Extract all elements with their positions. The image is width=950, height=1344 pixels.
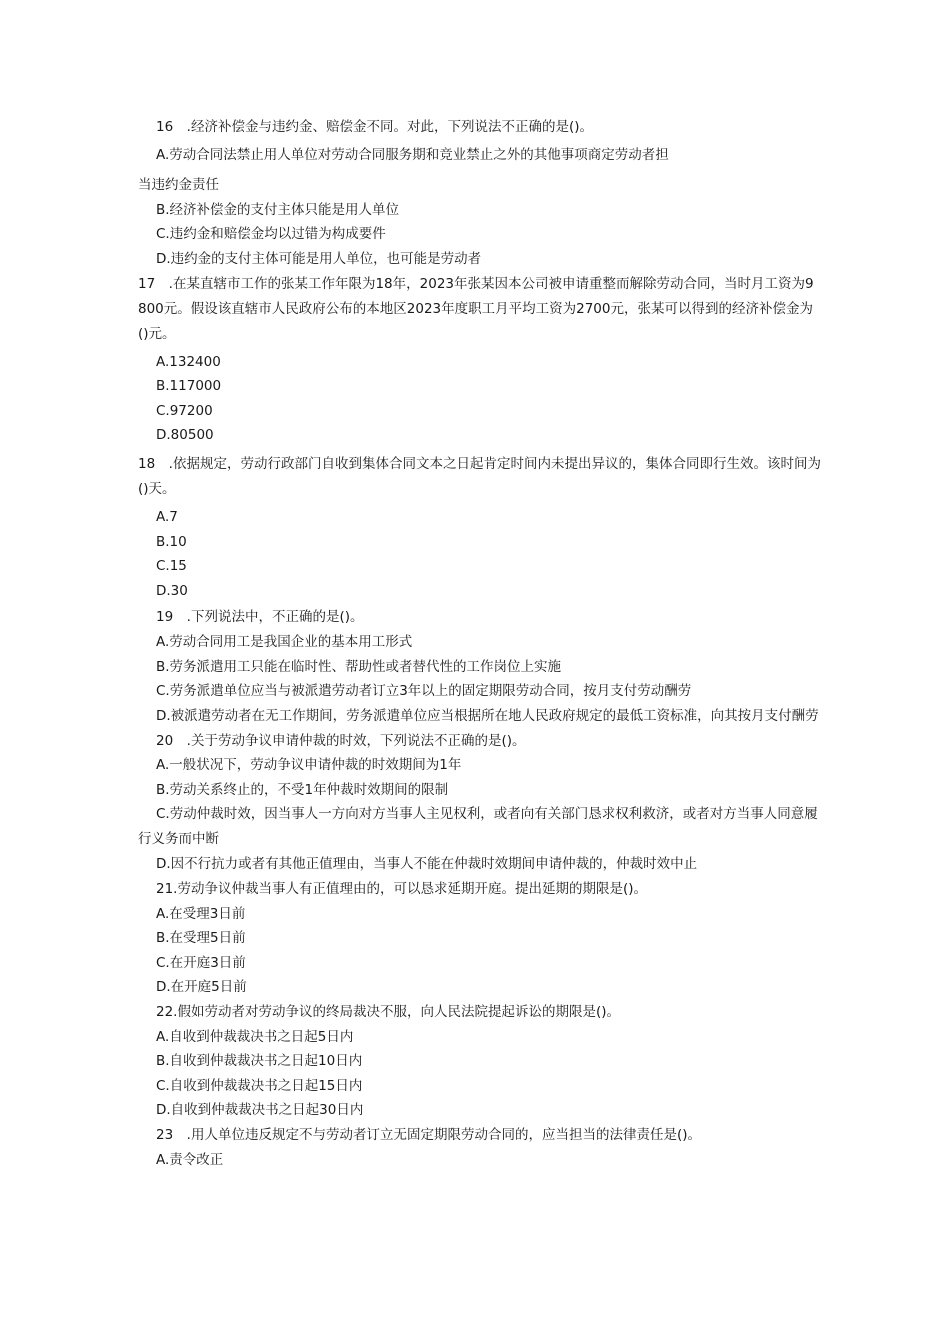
option-b: B.经济补偿金的支付主体只能是用人单位 bbox=[156, 201, 400, 218]
option-c: C.在开庭3日前 bbox=[156, 954, 246, 971]
option-b: B.117000 bbox=[156, 378, 222, 395]
question-stem: 23 .用人单位违反规定不与劳动者订立无固定期限劳动合同的，应当担当的法律责任是()。 bbox=[156, 1127, 702, 1143]
option-a: A.劳动合同用工是我国企业的基本用工形式 bbox=[156, 633, 413, 650]
option-b: B.在受理5日前 bbox=[156, 930, 246, 947]
option-c: C.劳务派遣单位应当与被派遣劳动者订立3年以上的固定期限劳动合同，按月支付劳动酬劳 bbox=[156, 683, 692, 700]
option-c: C.自收到仲裁裁决书之日起15日内 bbox=[156, 1077, 363, 1094]
question-17 bbox=[138, 272, 822, 448]
option-c: C.97200 bbox=[156, 402, 213, 419]
option-d: D.违约金的支付主体可能是用人单位，也可能是劳动者 bbox=[156, 250, 482, 267]
option-d: D.被派遣劳动者在无工作期间，劳务派遣单位应当根据所在地人民政府规定的最低工资标准，向其按月支付酬劳 bbox=[156, 707, 819, 724]
option-a: A.自收到仲裁裁决书之日起5日内 bbox=[156, 1028, 354, 1045]
question-stem: 22.假如劳动者对劳动争议的终局裁决不服，向人民法院提起诉讼的期限是()。 bbox=[156, 1004, 621, 1021]
option-c: C.违约金和赔偿金均以过错为构成要件 bbox=[156, 226, 386, 243]
document-page bbox=[138, 115, 822, 1172]
option-a: A.132400 bbox=[156, 353, 221, 370]
option-a: A.一般状况下，劳动争议申请仲裁的时效期间为1年 bbox=[156, 757, 462, 774]
option-d: D.80500 bbox=[156, 427, 214, 444]
option-b: B.劳务派遣用工只能在临时性、帮助性或者替代性的工作岗位上实施 bbox=[156, 658, 562, 675]
option-c: C.15 bbox=[156, 558, 187, 575]
option-a-continued: 当违约金责任 bbox=[138, 177, 219, 194]
question-stem: 18 .依据规定，劳动行政部门自收到集体合同文本之日起肯定时间内未提出异议的，集体合同即行生效。该时间为()天。 bbox=[138, 455, 821, 497]
option-c: C.劳动仲裁时效，因当事人一方向对方当事人主见权利，或者向有关部门恳求权利救济，或者对方当事人同意履行义务而中断 bbox=[138, 806, 818, 848]
option-b: B.劳动关系终止的，不受1年仲裁时效期间的限制 bbox=[156, 781, 449, 798]
option-b: B.自收到仲裁裁决书之日起10日内 bbox=[156, 1053, 363, 1070]
question-stem: 17 .在某直辖市工作的张某工作年限为18年，2023年张某因本公司被申请重整而解除劳动合同，当时月工资为9800元。假设该直辖市人民政府公布的本地区2023年度职工月平均工资为2700元，张某可以得到的经济补偿金为()元。 bbox=[138, 275, 814, 342]
option-d: D.30 bbox=[156, 582, 188, 599]
question-stem: 19 .下列说法中，不正确的是()。 bbox=[156, 609, 364, 626]
question-22 bbox=[138, 1000, 822, 1123]
question-23 bbox=[138, 1123, 822, 1172]
option-d: D.自收到仲裁裁决书之日起30日内 bbox=[156, 1102, 364, 1119]
question-stem: 20 .关于劳动争议申请仲裁的时效，下列说法不正确的是()。 bbox=[156, 732, 526, 749]
question-stem: 16 .经济补偿金与违约金、赔偿金不同。对此，下列说法不正确的是()。 bbox=[156, 119, 594, 135]
question-19 bbox=[138, 605, 822, 728]
option-d: D.在开庭5日前 bbox=[156, 979, 247, 996]
option-a: A.责令改正 bbox=[156, 1151, 224, 1168]
option-b: B.10 bbox=[156, 533, 187, 550]
option-a: A.7 bbox=[156, 508, 178, 525]
question-18 bbox=[138, 452, 822, 603]
option-d: D.因不行抗力或者有其他正值理由，当事人不能在仲裁时效期间申请仲裁的，仲裁时效中止 bbox=[156, 856, 698, 873]
question-stem: 21.劳动争议仲裁当事人有正值理由的，可以恳求延期开庭。提出延期的期限是()。 bbox=[156, 881, 648, 898]
option-a: A.劳动合同法禁止用人单位对劳动合同服务期和竞业禁止之外的其他事项商定劳动者担 bbox=[156, 146, 669, 163]
question-20 bbox=[138, 729, 822, 877]
question-16 bbox=[138, 115, 822, 272]
question-21 bbox=[138, 877, 822, 1000]
option-a: A.在受理3日前 bbox=[156, 905, 246, 922]
